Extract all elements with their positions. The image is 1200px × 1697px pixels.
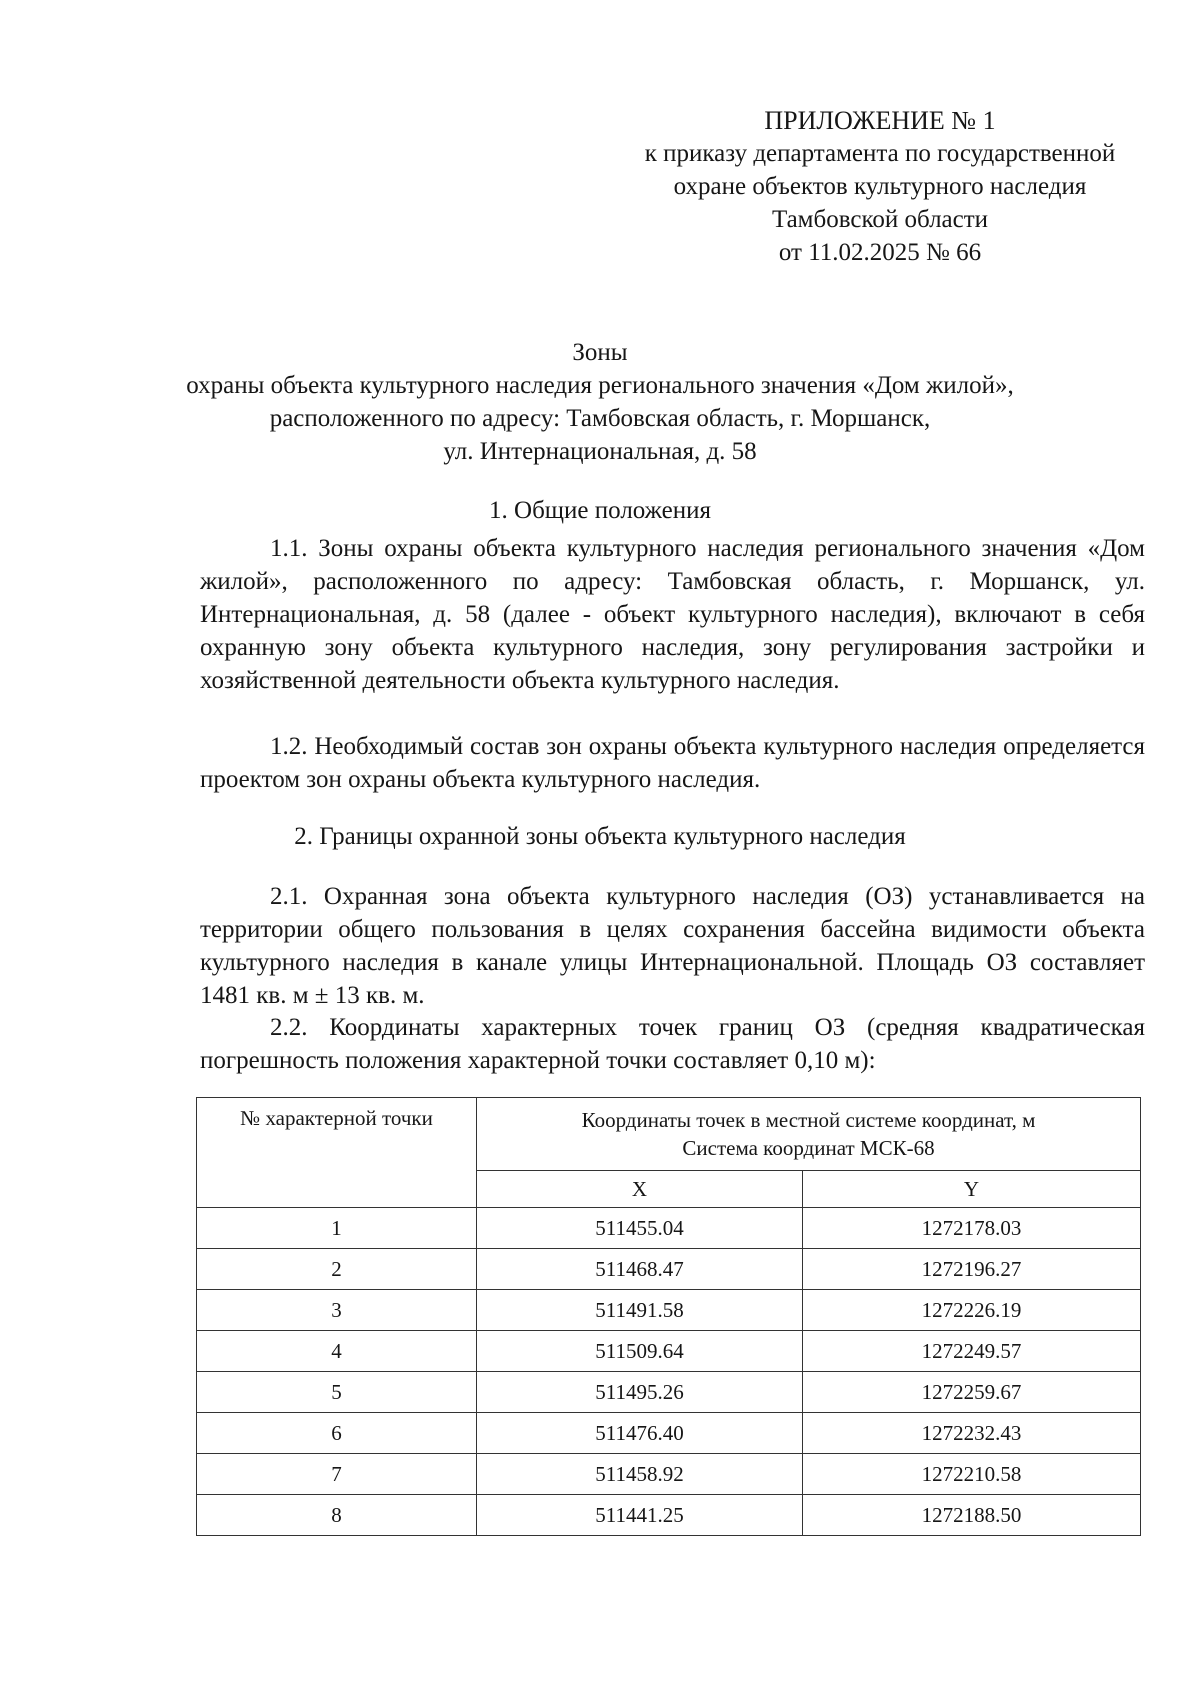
- point-number-cell: 4: [197, 1331, 477, 1372]
- x-cell: 511468.47: [477, 1249, 803, 1290]
- point-number-cell: 7: [197, 1454, 477, 1495]
- table-row: [197, 1290, 1141, 1331]
- table-row: [197, 1454, 1141, 1495]
- point-number-cell: 3: [197, 1290, 477, 1331]
- point-number-cell: 2: [197, 1249, 477, 1290]
- table-row: [197, 1372, 1141, 1413]
- paragraph-2-1: 2.1. Охранная зона объекта культурного наследия (ОЗ) устанавливается на территории общего пользования в целях сохранения бассейна видимости объекта культурного наследия в канале улицы Интернациональной. Площадь ОЗ составляет 1481 кв. м ± 13 кв. м.: [200, 883, 1145, 1009]
- appendix-line: охране объектов культурного наследия: [673, 173, 1087, 200]
- y-cell: 1272178.03: [803, 1208, 1141, 1249]
- heading-line: охраны объекта культурного наследия регионального значения «Дом жилой»,: [186, 372, 1014, 399]
- point-number-cell: 1: [197, 1208, 477, 1249]
- table-row: [197, 1208, 1141, 1249]
- y-cell: 1272232.43: [803, 1413, 1141, 1454]
- x-cell: 511441.25: [477, 1495, 803, 1536]
- header-coords-line: Координаты точек в местной системе координат, м: [581, 1108, 1036, 1132]
- x-cell: 511455.04: [477, 1208, 803, 1249]
- y-cell: 1272259.67: [803, 1372, 1141, 1413]
- y-cell: 1272226.19: [803, 1290, 1141, 1331]
- coordinates-table: [196, 1097, 1141, 1536]
- table-header-row: [197, 1098, 1141, 1171]
- table-row: [197, 1331, 1141, 1372]
- point-number-cell: 8: [197, 1495, 477, 1536]
- point-number-cell: 5: [197, 1372, 477, 1413]
- section-1-title: 1. Общие положения: [489, 497, 711, 524]
- table-row: [197, 1495, 1141, 1536]
- x-cell: 511476.40: [477, 1413, 803, 1454]
- section-2-title: 2. Границы охранной зоны объекта культурного наследия: [294, 823, 906, 850]
- appendix-block: [610, 104, 1150, 269]
- header-y: Y: [803, 1171, 1141, 1208]
- paragraph-1-1: 1.1. Зоны охраны объекта культурного наследия регионального значения «Дом жилой», расположенного по адресу: Тамбовская область, г. Моршанск, ул. Интернациональная, д. 58 (далее - объект культурного наследия), включают в себя охранную зону объекта культурного наследия, зону регулирования застройки и хозяйственной деятельности объекта культурного наследия.: [200, 535, 1145, 694]
- heading-line: ул. Интернациональная, д. 58: [443, 438, 757, 465]
- heading-line: расположенного по адресу: Тамбовская область, г. Моршанск,: [269, 405, 931, 432]
- x-cell: 511495.26: [477, 1372, 803, 1413]
- appendix-line: Тамбовской области: [771, 206, 989, 233]
- x-cell: 511458.92: [477, 1454, 803, 1495]
- header-system-line: Система координат МСК-68: [682, 1136, 935, 1160]
- y-cell: 1272249.57: [803, 1331, 1141, 1372]
- header-x: X: [477, 1171, 803, 1208]
- appendix-line: к приказу департамента по государственной: [644, 140, 1116, 167]
- heading-line: Зоны: [572, 339, 628, 366]
- y-cell: 1272188.50: [803, 1495, 1141, 1536]
- y-cell: 1272196.27: [803, 1249, 1141, 1290]
- x-cell: 511491.58: [477, 1290, 803, 1331]
- appendix-title: ПРИЛОЖЕНИЕ № 1: [764, 106, 996, 135]
- table-row: [197, 1413, 1141, 1454]
- point-number-cell: 6: [197, 1413, 477, 1454]
- x-cell: 511509.64: [477, 1331, 803, 1372]
- document-heading: [150, 336, 1050, 468]
- header-coordinate-system: [477, 1098, 1141, 1171]
- y-cell: 1272210.58: [803, 1454, 1141, 1495]
- paragraph-2-2: 2.2. Координаты характерных точек границ ОЗ (средняя квадратическая погрешность положения характерной точки составляет 0,10 м):: [200, 1014, 1145, 1074]
- paragraph-1-2: 1.2. Необходимый состав зон охраны объекта культурного наследия определяется проектом зон охраны объекта культурного наследия.: [200, 733, 1145, 793]
- table-row: [197, 1249, 1141, 1290]
- appendix-date-line: от 11.02.2025 № 66: [778, 239, 982, 266]
- header-point-number: № характерной точки: [197, 1098, 477, 1208]
